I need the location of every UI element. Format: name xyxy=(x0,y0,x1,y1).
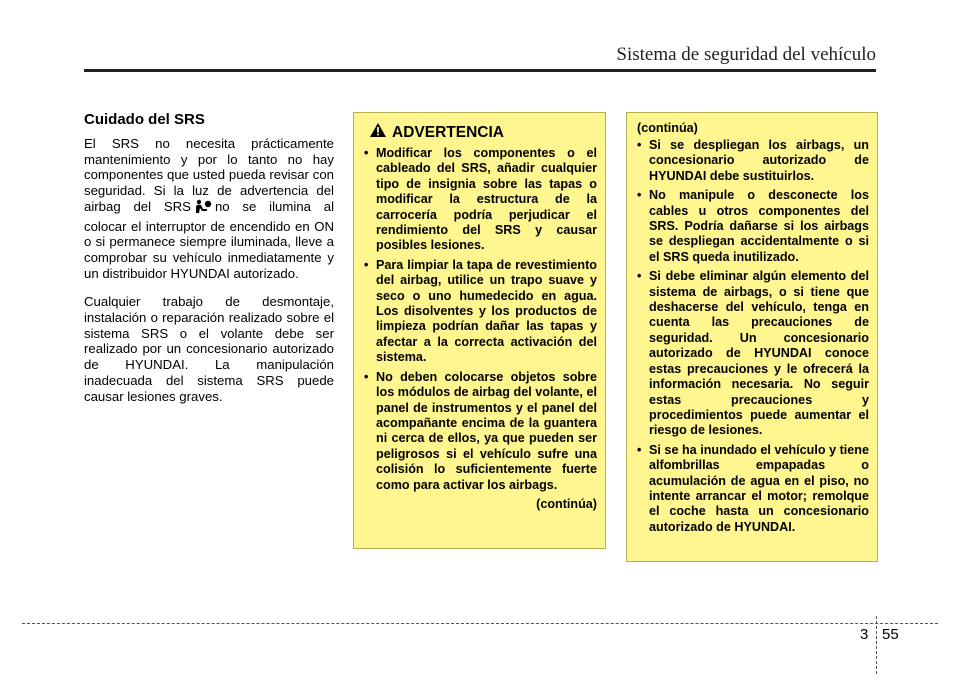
warning-title: ADVERTENCIA xyxy=(392,123,504,141)
continued-label: (continúa) xyxy=(637,121,698,135)
page-number: 55 xyxy=(882,626,899,643)
warning-1-list xyxy=(364,146,597,493)
warning-box-2 xyxy=(626,112,878,562)
list-item: • Si debe eliminar algún elemento del sistema de airbags, o si tiene que deshacerse del vehículo, tenga en cuenta las precauciones de seguridad. Un concesionario autorizado de HYUNDAI conoce estas precauciones y le ofrecerá la información necesaria. No seguir estas precauciones y procedimientos puede aumentar el riesgo de lesiones. xyxy=(637,269,869,438)
list-item: • Para limpiar la tapa de revestimiento del airbag, utilice un trapo suave y seco o uno humedecido en agua. Los disolventes y los productos de limpieza podrían dañar las tapas y afectar a la correcta activación del sistema. xyxy=(364,258,597,366)
warning-header xyxy=(364,123,597,142)
paragraph-1-start: El SRS no necesita prácticamente mantenimiento y por lo tanto no hay componentes que usted pueda revisar con seguridad. Si la luz de advertencia del airbag del SRS xyxy=(84,136,334,214)
list-item: • Si se despliegan los airbags, un concesionario autorizado de HYUNDAI debe sustituirlos. xyxy=(637,138,869,184)
paragraph-1-end: no se ilumina al colocar el interruptor de encendido en ON o si permanece siempre iluminada, lleve a comprobar su vehículo inmediatamente y un distribuidor HYUNDAI autorizado. xyxy=(84,198,334,281)
paragraph-2: Cualquier trabajo de desmontaje, instalación o reparación realizado sobre el sistema SRS o el volante debe ser realizado por un concesionario autorizado de HYUNDAI. La manipulación inadecuada del sistema SRS puede causar lesiones graves. xyxy=(84,294,334,404)
footer-rule xyxy=(22,623,938,624)
list-item: • No deben colocarse objetos sobre los módulos de airbag del volante, el panel de instrumentos y el panel del acompañante encima de la guantera ni cerca de ellos, ya que pueden ser peligrosos si el vehículo sufre una colisión lo suficientemente fuerte como para activar los airbags. xyxy=(364,370,597,493)
header-rule xyxy=(84,69,876,72)
continues-label: (continúa) xyxy=(536,496,597,511)
airbag-warning-icon xyxy=(194,199,212,219)
section-heading: Cuidado del SRS xyxy=(84,111,205,128)
warning-2-list xyxy=(637,138,869,535)
list-item: • Modificar los componentes o el cableado del SRS, añadir cualquier tipo de insignia sobre las tapas o modificar la estructura de la carrocería podría perjudicar el rendimiento del SRS y causar posibles lesiones. xyxy=(364,146,597,254)
list-item: • No manipule o desconecte los cables u otros componentes del SRS. Podría dañarse si los airbags se despliegan accidentalmente o si el SRS queda inutilizado. xyxy=(637,188,869,265)
chapter-number: 3 xyxy=(860,626,869,643)
left-column xyxy=(84,111,334,417)
warning-triangle-icon xyxy=(370,123,386,142)
footer-divider xyxy=(876,616,877,674)
list-item: • Si se ha inundado el vehículo y tiene alfombrillas empapadas o acumulación de agua en el piso, no intente arrancar el motor; remolque el coche hasta un concesionario autorizado de HYUNDAI. xyxy=(637,443,869,535)
warning-box-1 xyxy=(353,112,606,549)
paragraph-1 xyxy=(84,136,334,281)
header-title: Sistema de seguridad del vehículo xyxy=(616,44,876,65)
